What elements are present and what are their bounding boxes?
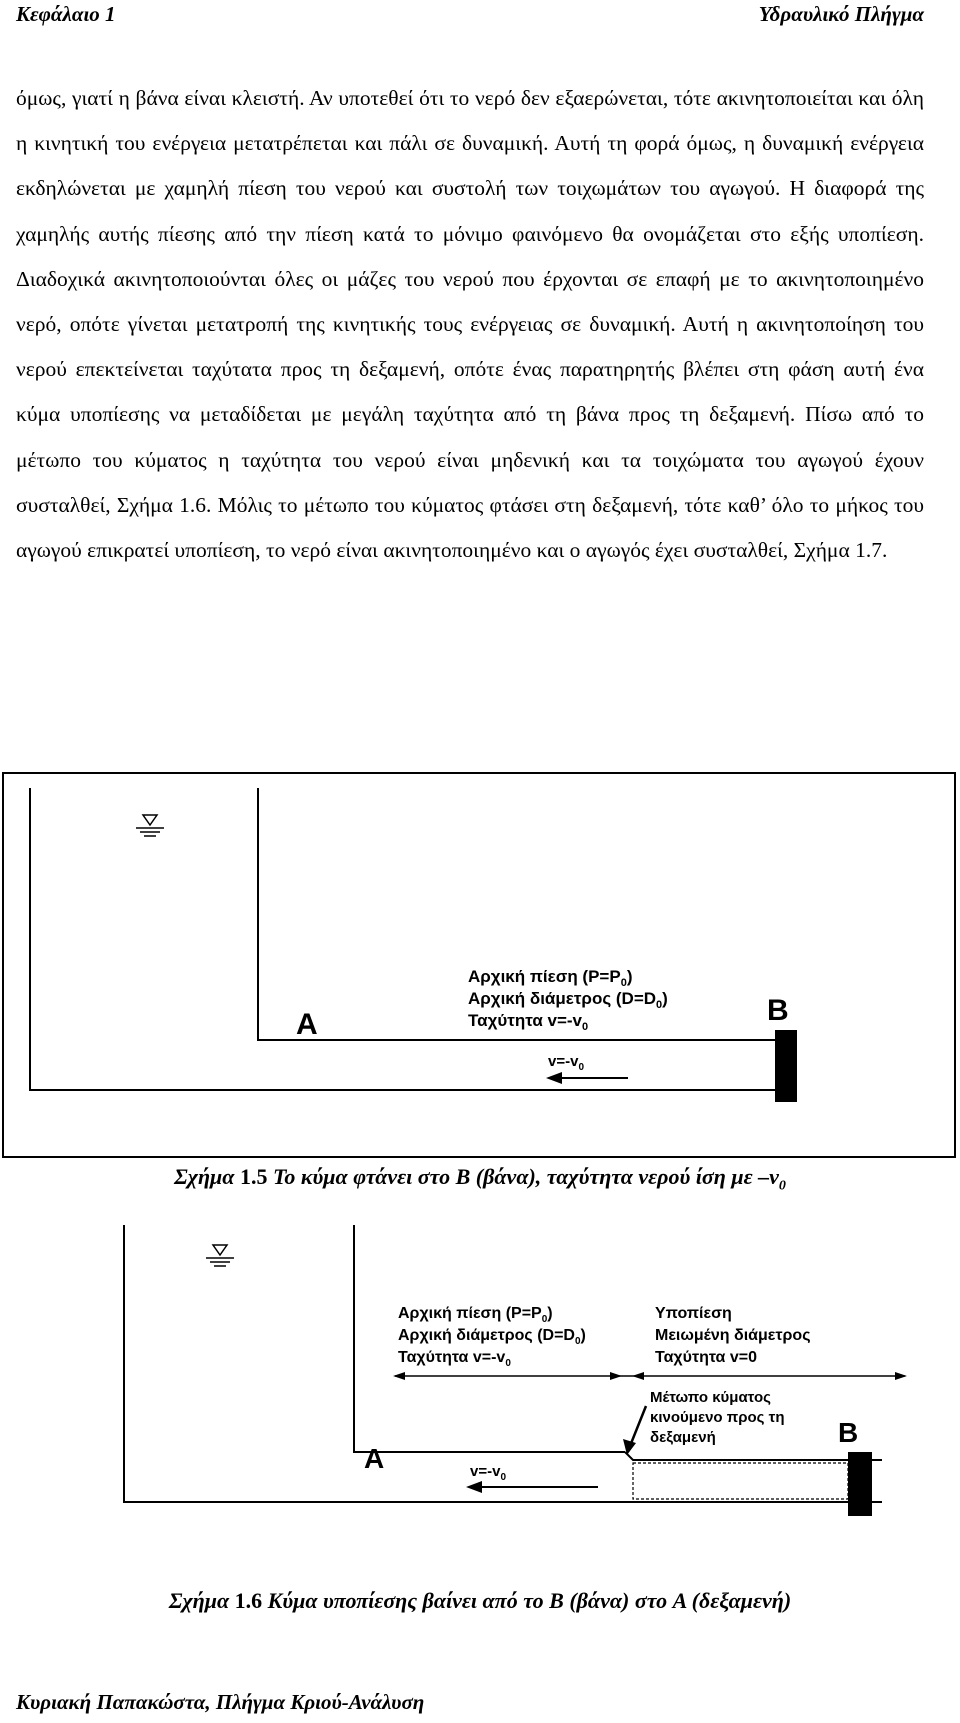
water-level-icon xyxy=(136,815,164,836)
initial-pressure-label: Αρχική πίεση $(P=P_0)$ xyxy=(468,967,633,989)
valve xyxy=(775,1030,797,1102)
zero-velocity-label: Ταχύτητα v=0 xyxy=(655,1349,757,1366)
figure-1-6-caption: Σχήμα 1.6 Κύμα υποπίεσης βαίνει από το B (βάνα) στο A (δεξαμενή) xyxy=(168,1588,792,1613)
under-pressure-label: Υποπίεση xyxy=(655,1305,732,1322)
figure-1-5 xyxy=(0,770,960,1162)
body-paragraph: όμως, γιατί η βάνα είναι κλειστή. Αν υποτεθεί ότι το νερό δεν εξαερώνεται, τότε ακινητοποιείται και όλη η κινητική του ενέργεια μετατρέπεται και πάλι σε δυναμική. Αυτή τη φορά όμως, η δυναμική ενέργεια εκδηλώνεται με χαμηλή πίεση του νερού και συστολή των τοιχωμάτων του αγωγού. Η διαφορά της χαμηλής αυτής πίεσης από την πίεση κατά το μόνιμο φαινόμενο θα ονομάζεται στο εξής υποπίεση. Διαδοχικά ακινητοποιούνται όλες οι μάζες του νερού που έρχονται σε επαφή με το ακινητοποιημένο νερό, οπότε γίνεται μετατροπή της κινητικής τους ενέργειας σε δυναμική. Αυτή η ακινητοποίηση του νερού επεκτείνεται ταχύτατα προς τη δεξαμενή, οπότε ένας παρατηρητής βλέπει στη φάση αυτή ένα κύμα υποπίεσης να μεταδίδεται με μεγάλη ταχύτητα από τη βάνα προς τη δεξαμενή. Πίσω από το μέτωπο του κύματος η ταχύτητα του νερού είναι μηδενική και τα τοιχώματα του αγωγού έχουν συσταλθεί, Σχήμα 1.6. Μόλις το μέτωπο του κύματος φτάσει στη δεξαμενή, τότε καθ’ όλο το μήκος του αγωγού επικρατεί υποπίεση, το νερό είναι ακινητοποιημένο και ο αγωγός έχει συσταλθεί, Σχήμα 1.7. xyxy=(16,86,924,563)
contracted-pipe-wall xyxy=(625,1452,882,1460)
wave-front-label-3: δεξαμενή xyxy=(650,1429,716,1446)
velocity-label: Ταχύτητα $v=-v_0$ xyxy=(398,1349,511,1369)
flow-arrow-icon xyxy=(466,1481,598,1493)
velocity-label: Ταχύτητα $v=-v_0$ xyxy=(468,1011,589,1033)
initial-diameter-label: Αρχική διάμετρος $(D=D_0)$ xyxy=(468,989,668,1011)
topic-title: Υδραυλικό Πλήγμα xyxy=(758,2,924,26)
pipe-velocity-label: $v=-v_0$ xyxy=(470,1463,507,1483)
reduced-diameter-label: Μειωμένη διάμετρος xyxy=(655,1327,811,1344)
extent-arrow-icon xyxy=(393,1372,907,1380)
initial-diameter-label: Αρχική διάμετρος $(D=D_0)$ xyxy=(398,1327,586,1347)
page-footer: Κυριακή Παπακώστα, Πλήγμα Κριού-Ανάλυση xyxy=(16,1690,425,1714)
point-a-label: A xyxy=(296,1008,318,1041)
wave-front-label-2: κινούμενο προς τη xyxy=(650,1409,785,1426)
figure-frame xyxy=(3,773,955,1157)
wave-front-arrow-icon xyxy=(623,1406,646,1455)
figure-1-5-caption: Σχήμα 1.5 Το κύμα φτάνει στο B (βάνα), ταχύτητα νερού ίση με $-v_0$ xyxy=(174,1164,786,1194)
valve xyxy=(848,1452,872,1516)
point-a-label: A xyxy=(364,1443,385,1474)
water-level-icon xyxy=(206,1245,234,1266)
reservoir-wall xyxy=(30,788,775,1090)
wave-front-label-1: Μέτωπο κύματος xyxy=(650,1389,771,1406)
figure-1-6 xyxy=(0,1210,960,1590)
pipe-velocity-label: $v=-v_0$ xyxy=(548,1053,585,1073)
chapter-title: Κεφάλαιο 1 xyxy=(16,2,116,26)
initial-pressure-label: Αρχική πίεση $(P=P_0)$ xyxy=(398,1305,553,1325)
under-pressure-zone xyxy=(633,1463,848,1499)
point-b-label: B xyxy=(767,994,789,1027)
flow-arrow-icon xyxy=(546,1072,628,1084)
point-b-label: B xyxy=(838,1417,859,1448)
